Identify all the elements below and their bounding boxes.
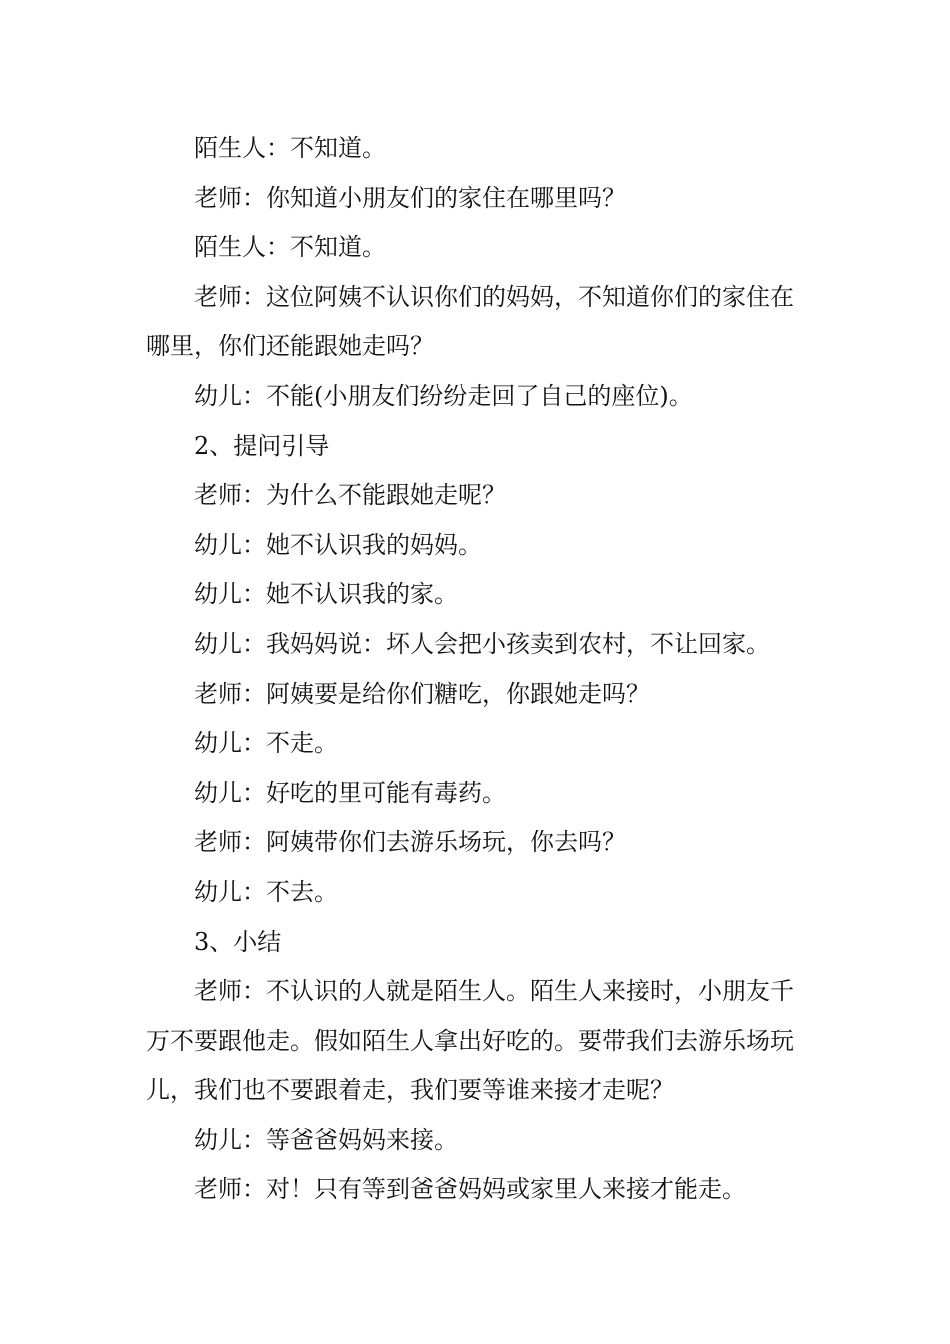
paragraph: 幼儿：不能(小朋友们纷纷走回了自己的座位)。	[194, 381, 693, 410]
document-body	[146, 124, 810, 1215]
paragraph: 幼儿：我妈妈说：坏人会把小孩卖到农村，不让回家。	[194, 629, 770, 658]
paragraph: 陌生人：不知道。	[194, 233, 386, 262]
section-heading: 2、提问引导	[194, 431, 330, 460]
paragraph: 幼儿：等爸爸妈妈来接。	[194, 1125, 458, 1154]
paragraph: 幼儿：不走。	[194, 729, 338, 758]
paragraph: 老师：对！只有等到爸爸妈妈或家里人来接才能走。	[194, 1175, 746, 1204]
paragraph: 老师：不认识的人就是陌生人。陌生人来接时，小朋友千万不要跟他走。假如陌生人拿出好吃的。要带我们去游乐场玩儿，我们也不要跟着走，我们要等谁来接才走呢？	[146, 977, 794, 1105]
paragraph: 老师：为什么不能跟她走呢？	[194, 481, 506, 510]
paragraph: 老师：阿姨带你们去游乐场玩，你去吗？	[194, 828, 626, 857]
paragraph: 幼儿：她不认识我的妈妈。	[194, 530, 482, 559]
paragraph: 幼儿：好吃的里可能有毒药。	[194, 778, 506, 807]
section-heading: 3、小结	[194, 927, 282, 956]
paragraph: 老师：你知道小朋友们的家住在哪里吗？	[194, 183, 626, 212]
paragraph: 老师：这位阿姨不认识你们的妈妈，不知道你们的家住在哪里，你们还能跟她走吗？	[146, 282, 794, 361]
paragraph: 陌生人：不知道。	[194, 134, 386, 162]
paragraph: 幼儿：不去。	[194, 877, 338, 906]
paragraph: 老师：阿姨要是给你们糖吃，你跟她走吗？	[194, 679, 650, 708]
paragraph: 幼儿：她不认识我的家。	[194, 580, 458, 609]
